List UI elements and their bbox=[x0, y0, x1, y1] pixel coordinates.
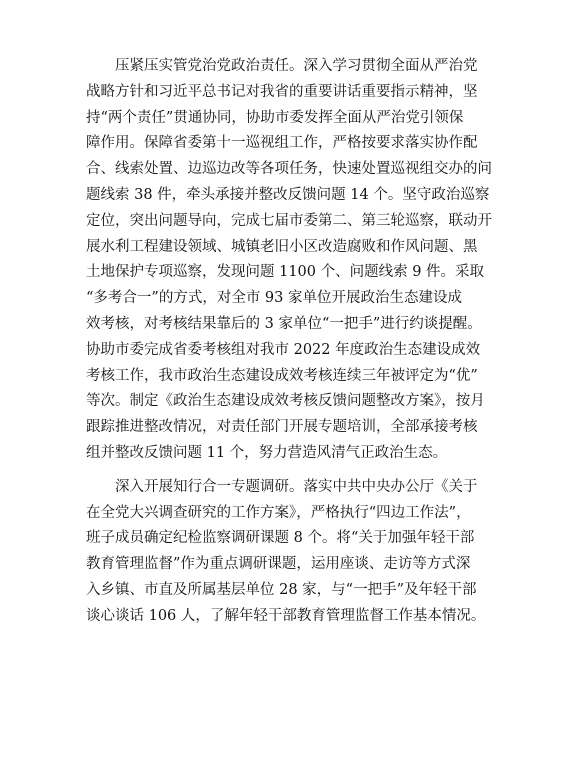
document-body bbox=[86, 54, 506, 638]
paragraph-political-responsibility bbox=[86, 54, 506, 467]
text-line: 定位，突出问题导向，完成七届市委第二、第三轮巡察，联动开 bbox=[86, 212, 492, 229]
text-line: 等次。制定《政治生态建设成效考核反馈问题整改方案》，按月 bbox=[86, 393, 485, 410]
text-line: 教育管理监督”作为重点调研课题，运用座谈、走访等方式深 bbox=[86, 556, 471, 573]
text-line: 效考核，对考核结果靠后的 3 家单位“一把手”进行约谈提醒。 bbox=[86, 315, 482, 332]
text-line: 在全党大兴调查研究的工作方案》，严格执行“四边工作法”， bbox=[86, 504, 471, 521]
text-line: 展水利工程建设领域、城镇老旧小区改造腐败和作风问题、黑 bbox=[86, 238, 478, 255]
text-line: 题线索 38 件，牵头承接并整改反馈问题 14 个。坚守政治巡察 bbox=[86, 186, 490, 203]
text-line: 组并整改反馈问题 11 个，努力营造风清气正政治生态。 bbox=[86, 444, 448, 461]
text-line: 持“两个责任”贯通协同，协助市委发挥全面从严治党引领保 bbox=[86, 109, 464, 126]
text-line: 入乡镇、市直及所属基层单位 28 家，与“一把手”及年轻干部 bbox=[86, 581, 477, 598]
text-line: 班子成员确定纪检监察调研课题 8 个。将“关于加强年轻干部 bbox=[86, 530, 475, 547]
text-line: 合、线索处置、边巡边改等各项任务，快速处置巡视组交办的问 bbox=[86, 161, 492, 178]
text-line: 深入开展知行合一专题调研。落实中共中央办公厅《关于 bbox=[115, 478, 478, 495]
text-line: “多考合一”的方式，对全市 93 家单位开展政治生态建设成 bbox=[86, 290, 462, 307]
text-line: 协助市委完成省委考核组对我市 2022 年度政治生态建设成效 bbox=[86, 341, 481, 358]
text-line: 谈心谈话 106 人，了解年轻干部教育管理监督工作基本情况。 bbox=[86, 607, 486, 624]
text-line: 战略方针和习近平总书记对我省的重要讲话重要指示精神，坚 bbox=[86, 83, 478, 100]
text-line: 土地保护专项巡察，发现问题 1100 个、问题线索 9 件。采取 bbox=[86, 264, 485, 281]
text-line: 压紧压实管党治党政治责任。深入学习贯彻全面从严治党 bbox=[115, 58, 478, 74]
text-line: 考核工作，我市政治生态建设成效考核连续三年被评定为“优” bbox=[86, 367, 478, 384]
text-line: 跟踪推进整改情况，对责任部门开展专题培训，全部承接考核 bbox=[86, 419, 478, 436]
paragraph-research bbox=[86, 475, 506, 630]
text-line: 障作用。保障省委第十一巡视组工作，严格按要求落实协作配 bbox=[86, 135, 478, 152]
